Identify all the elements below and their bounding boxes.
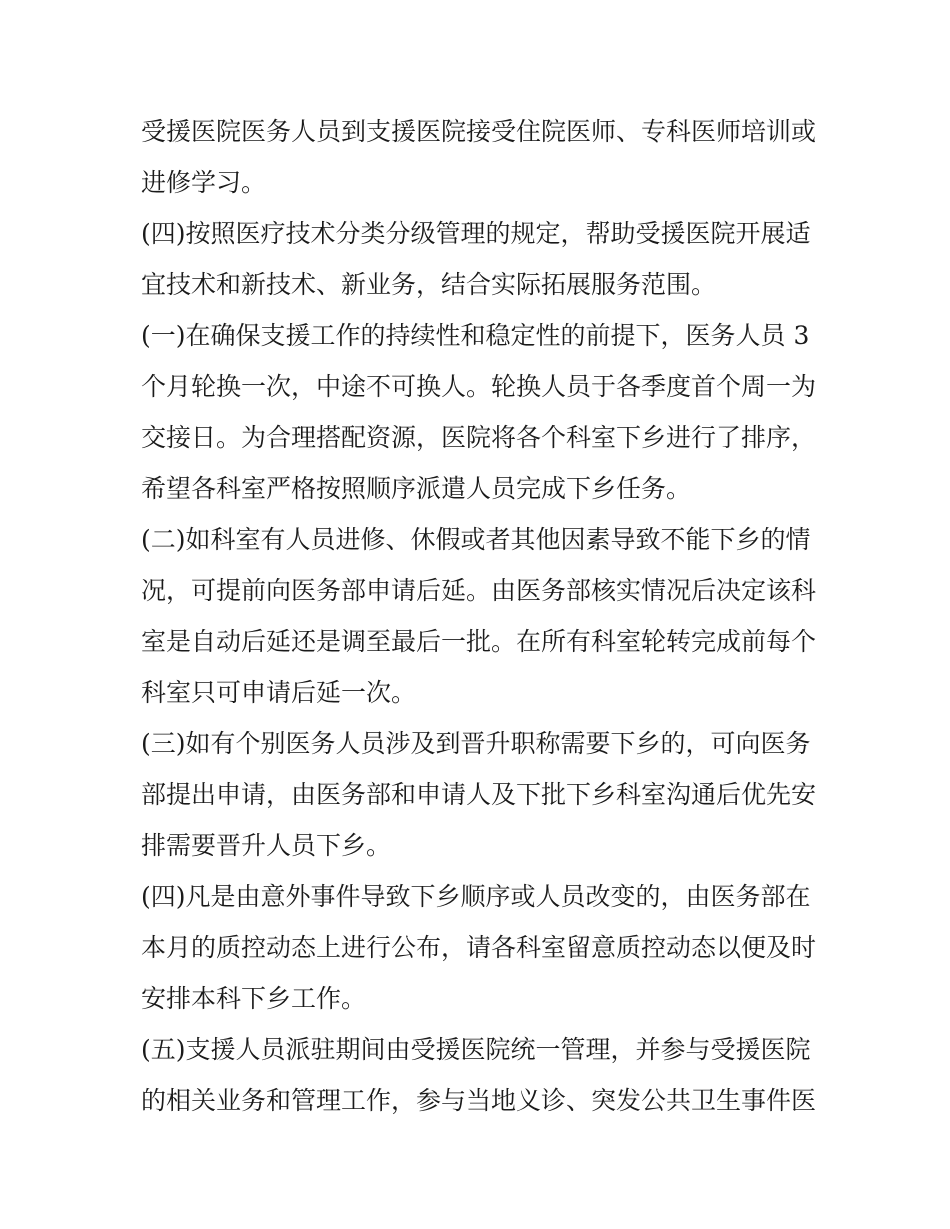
text-line: 科室只可申请后延一次。 bbox=[141, 678, 417, 707]
text-line: (四)按照医疗技术分类分级管理的规定，帮助受援医院开展适 bbox=[141, 219, 811, 248]
text-line: 室是自动后延还是调至最后一批。在所有科室轮转完成前每个 bbox=[141, 627, 817, 656]
text-line: (四)凡是由意外事件导致下乡顺序或人员改变的，由医务部在 bbox=[141, 882, 811, 911]
text-line: 况，可提前向医务部申请后延。由医务部核实情况后决定该科 bbox=[141, 576, 817, 605]
text-line: (三)如有个别医务人员涉及到晋升职称需要下乡的，可向医务 bbox=[141, 729, 811, 758]
text-line: 部提出申请，由医务部和申请人及下批下乡科室沟通后优先安 bbox=[141, 780, 817, 809]
text-line: 本月的质控动态上进行公布，请各科室留意质控动态以便及时 bbox=[141, 933, 817, 962]
text-line: 进修学习。 bbox=[141, 168, 267, 197]
text-line: (一)在确保支援工作的持续性和稳定性的前提下，医务人员 3 bbox=[141, 321, 810, 350]
text-line: 交接日。为合理搭配资源，医院将各个科室下乡进行了排序， bbox=[141, 423, 817, 452]
text-line: 受援医院医务人员到支援医院接受住院医师、专科医师培训或 bbox=[141, 117, 817, 146]
text-line: 安排本科下乡工作。 bbox=[141, 984, 367, 1013]
body-text bbox=[141, 106, 821, 1126]
text-line: (五)支援人员派驻期间由受援医院统一管理，并参与受援医院 bbox=[141, 1035, 811, 1064]
text-line: 个月轮换一次，中途不可换人。轮换人员于各季度首个周一为 bbox=[141, 372, 817, 401]
text-line: 希望各科室严格按照顺序派遣人员完成下乡任务。 bbox=[141, 474, 692, 503]
text-line: 宜技术和新技术、新业务，结合实际拓展服务范围。 bbox=[141, 270, 717, 299]
text-line: (二)如科室有人员进修、休假或者其他因素导致不能下乡的情 bbox=[141, 525, 811, 554]
text-line: 排需要晋升人员下乡。 bbox=[141, 831, 392, 860]
text-line: 的相关业务和管理工作，参与当地义诊、突发公共卫生事件医 bbox=[141, 1086, 817, 1115]
